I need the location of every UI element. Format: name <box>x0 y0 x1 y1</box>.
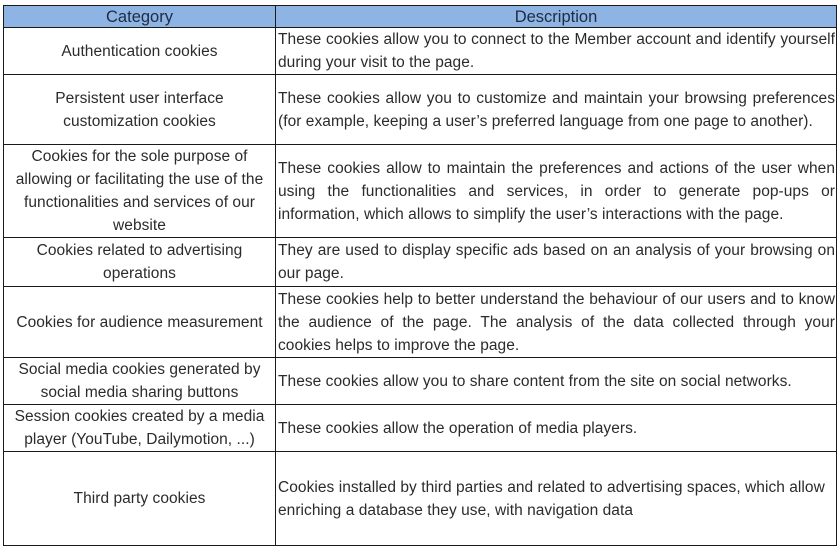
table-row <box>4 405 837 452</box>
description-cell: Cookies installed by third parties and related to advertising spaces, which allow enriching a database they use, with navigation data <box>276 452 837 546</box>
table-row <box>4 358 837 405</box>
description-cell: These cookies allow you to share content from the site on social networks. <box>276 358 837 405</box>
description-cell: They are used to display specific ads based on an analysis of your browsing on our page. <box>276 238 837 287</box>
description-cell: These cookies allow you to customize and maintain your browsing preferences (for example, keeping a user’s preferred language from one page to another). <box>276 75 837 145</box>
category-cell: Cookies for audience measurement <box>4 287 276 358</box>
table-row <box>4 28 837 75</box>
cookie-category-table <box>3 5 837 546</box>
description-cell: These cookies allow to maintain the preferences and actions of the user when using the functionalities and services, in order to generate pop-ups or information, which allows to simplify the user’s interactions with the page. <box>276 145 837 238</box>
column-header-category: Category <box>4 6 276 28</box>
table-row <box>4 452 837 546</box>
description-cell: These cookies help to better understand the behaviour of our users and to know the audience of the page. The analysis of the data collected through your cookies helps to improve the page. <box>276 287 837 358</box>
description-cell: These cookies allow the operation of media players. <box>276 405 837 452</box>
category-cell: Third party cookies <box>4 452 276 546</box>
description-cell: These cookies allow you to connect to the Member account and identify yourself during your visit to the page. <box>276 28 837 75</box>
table-row <box>4 145 837 238</box>
category-cell: Cookies for the sole purpose of allowing or facilitating the use of the functionalities and services of our website <box>4 145 276 238</box>
table-row <box>4 287 837 358</box>
category-cell: Persistent user interface customization cookies <box>4 75 276 145</box>
category-cell: Session cookies created by a media player (YouTube, Dailymotion, ...) <box>4 405 276 452</box>
cookie-category-table-container <box>3 5 836 546</box>
category-cell: Authentication cookies <box>4 28 276 75</box>
table-header-row <box>4 6 837 28</box>
table-row <box>4 75 837 145</box>
category-cell: Cookies related to advertising operations <box>4 238 276 287</box>
table-row <box>4 238 837 287</box>
column-header-description: Description <box>276 6 837 28</box>
category-cell: Social media cookies generated by social media sharing buttons <box>4 358 276 405</box>
